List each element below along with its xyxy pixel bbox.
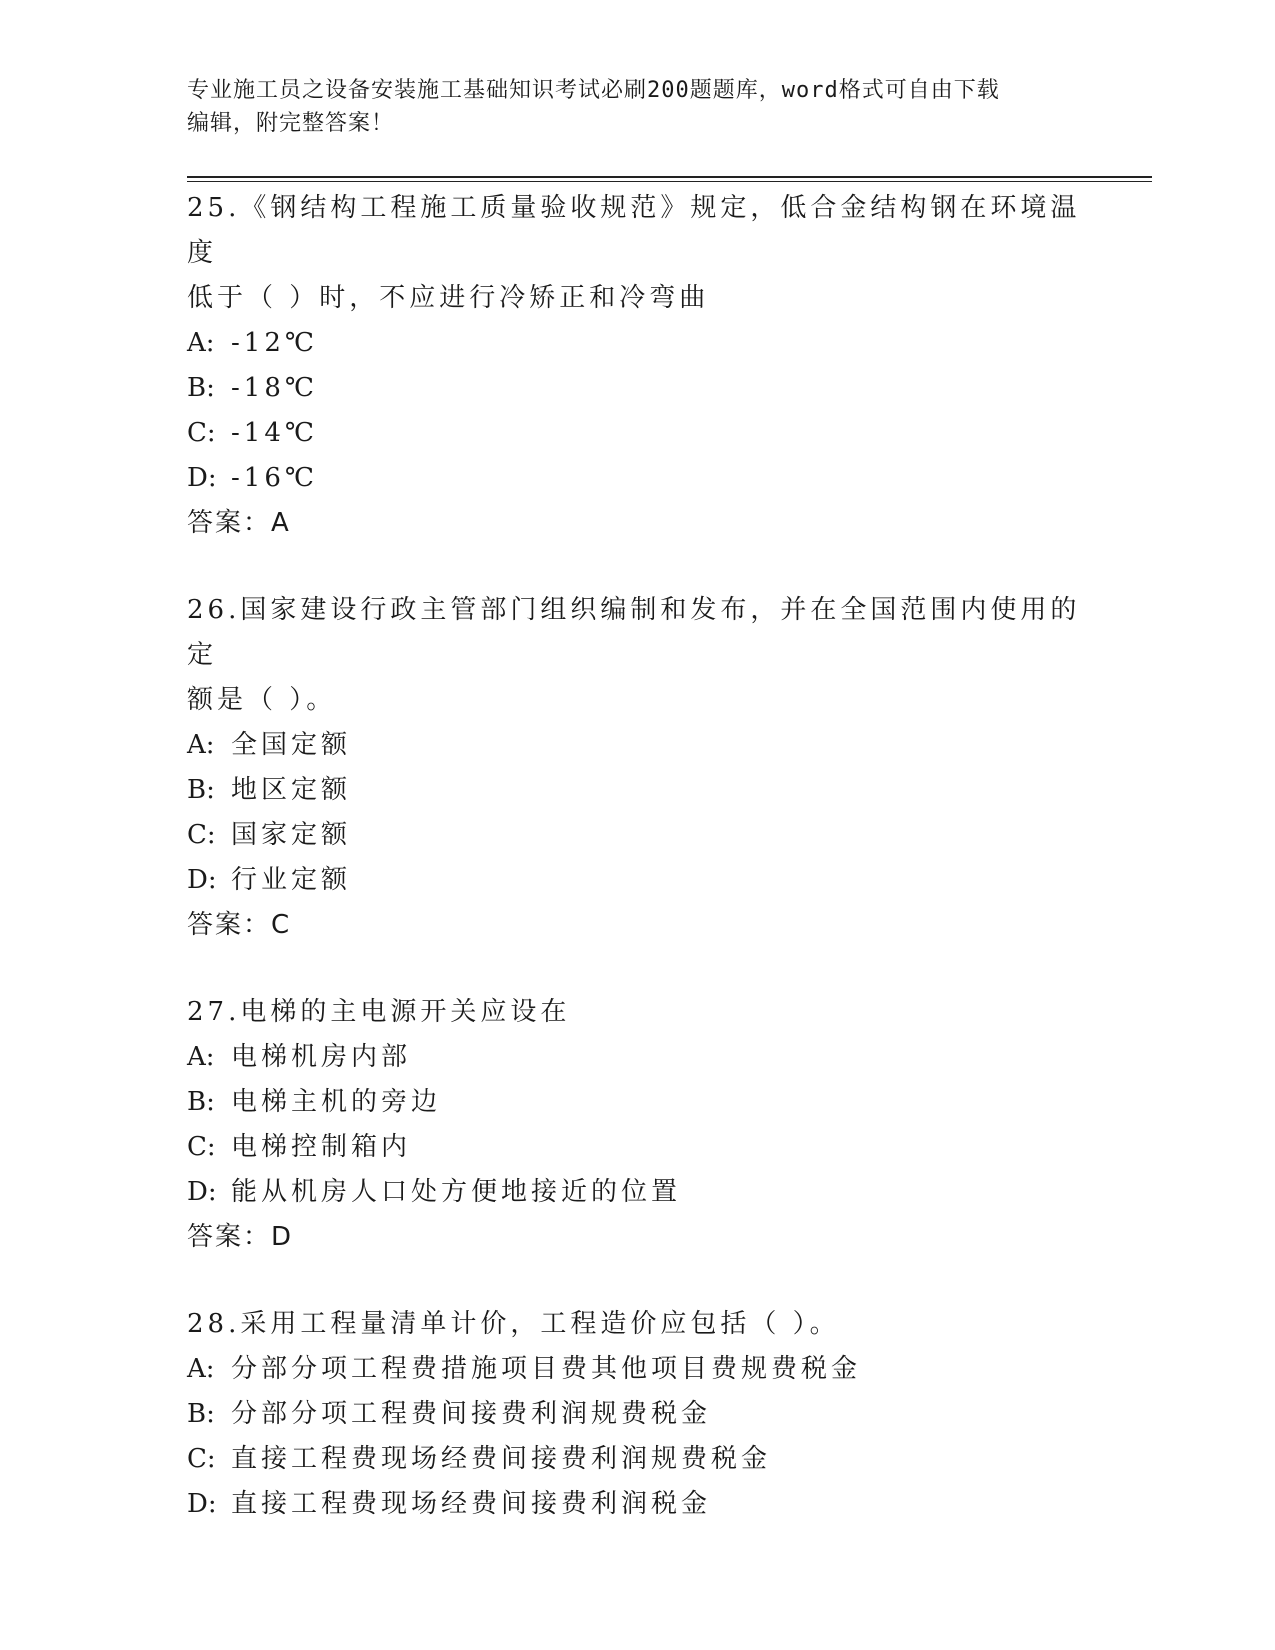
option-letter: D: [187, 1489, 217, 1519]
question-25 [187, 186, 1087, 546]
option-letter: D: [187, 865, 217, 895]
option-c [187, 1125, 1087, 1170]
header-divider-thin [187, 181, 1152, 182]
option-d [187, 1170, 1087, 1215]
option-c [187, 813, 1087, 858]
option-text: 国家定额 [231, 820, 352, 850]
option-letter: B: [187, 373, 215, 403]
option-text: 电梯机房内部 [231, 1042, 412, 1072]
document-header [187, 74, 1067, 140]
option-letter: D: [187, 1177, 217, 1207]
option-text: 能从机房人口处方便地接近的位置 [231, 1177, 682, 1207]
option-b [187, 1392, 1087, 1437]
question-list [187, 186, 1087, 1569]
option-text: -14℃ [231, 418, 318, 448]
option-text: 行业定额 [231, 865, 352, 895]
question-stem: 25.《钢结构工程施工质量验收规范》规定，低合金结构钢在环境温度 [187, 193, 1081, 268]
option-letter: C: [187, 418, 216, 448]
option-c [187, 411, 1087, 456]
header-line-2: 编辑，附完整答案！ [187, 111, 395, 136]
option-text: 电梯主机的旁边 [231, 1087, 442, 1117]
question-stem: 26.国家建设行政主管部门组织编制和发布，并在全国范围内使用的定 [187, 595, 1081, 670]
option-b [187, 1080, 1087, 1125]
option-text: 直接工程费现场经费间接费利润税金 [231, 1489, 712, 1519]
answer-line: 答案：A [187, 508, 291, 538]
option-a [187, 723, 1087, 768]
option-text: 电梯控制箱内 [231, 1132, 412, 1162]
option-b [187, 366, 1087, 411]
question-stem: 27.电梯的主电源开关应设在 [187, 997, 571, 1027]
question-stem-continued: 额是（ ）。 [187, 685, 337, 715]
option-text: -12℃ [231, 328, 318, 358]
option-b [187, 768, 1087, 813]
question-26 [187, 588, 1087, 948]
option-letter: C: [187, 820, 216, 850]
option-letter: C: [187, 1132, 216, 1162]
option-text: 全国定额 [231, 730, 352, 760]
option-text: 分部分项工程费间接费利润规费税金 [231, 1399, 712, 1429]
question-28 [187, 1302, 1087, 1527]
option-d [187, 1482, 1087, 1527]
option-a [187, 1347, 1087, 1392]
header-line-1: 专业施工员之设备安装施工基础知识考试必刷200题题库，word格式可自由下载 [187, 78, 1000, 103]
option-a [187, 1035, 1087, 1080]
option-text: -16℃ [231, 463, 318, 493]
option-letter: A: [187, 1354, 215, 1384]
option-letter: B: [187, 1087, 215, 1117]
option-letter: D: [187, 463, 217, 493]
option-text: 分部分项工程费措施项目费其他项目费规费税金 [231, 1354, 862, 1384]
option-d [187, 858, 1087, 903]
option-letter: A: [187, 328, 215, 358]
option-letter: B: [187, 1399, 215, 1429]
question-stem-continued: 低于（ ）时，不应进行冷矫正和冷弯曲 [187, 283, 710, 313]
option-c [187, 1437, 1087, 1482]
answer-line: 答案：C [187, 910, 292, 940]
question-stem: 28.采用工程量清单计价，工程造价应包括（ ）。 [187, 1309, 840, 1339]
option-letter: A: [187, 1042, 215, 1072]
option-d [187, 456, 1087, 501]
option-a [187, 321, 1087, 366]
option-text: 地区定额 [231, 775, 352, 805]
option-letter: C: [187, 1444, 216, 1474]
answer-line: 答案：D [187, 1222, 294, 1252]
option-text: 直接工程费现场经费间接费利润规费税金 [231, 1444, 772, 1474]
header-divider-thick [187, 176, 1152, 178]
option-text: -18℃ [231, 373, 318, 403]
option-letter: B: [187, 775, 215, 805]
question-27 [187, 990, 1087, 1260]
option-letter: A: [187, 730, 215, 760]
